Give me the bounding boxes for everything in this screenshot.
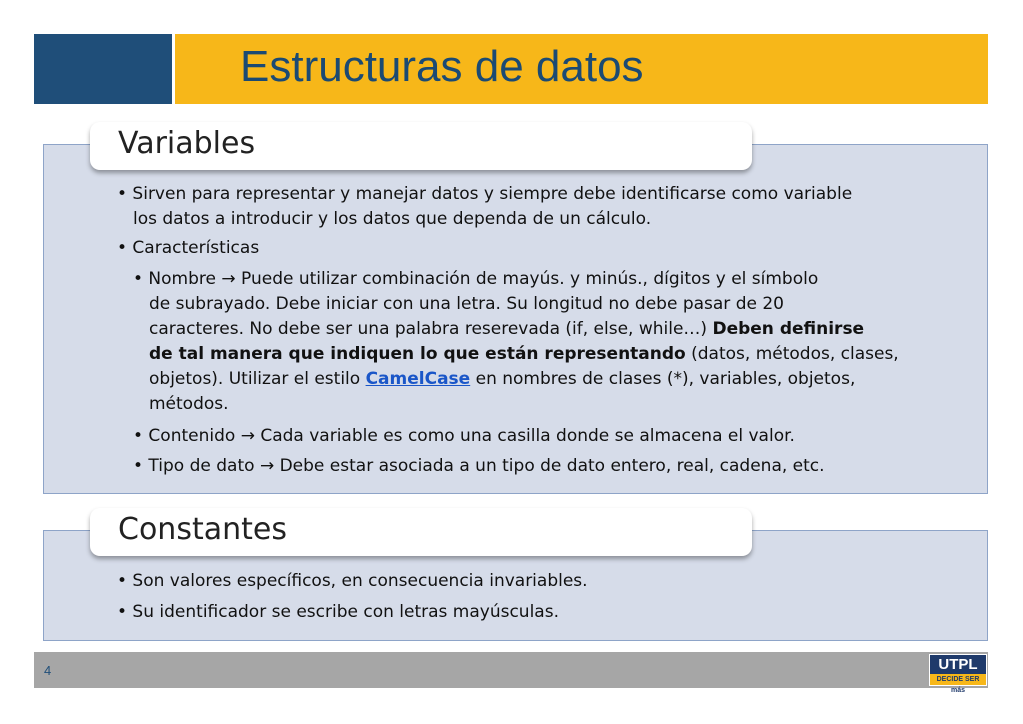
utpl-logo xyxy=(929,654,987,694)
nombre-line-4-bold: de tal manera que indiquen lo que están representando xyxy=(149,344,686,364)
constantes-item-2: • Su identificador se escribe con letras mayúsculas. xyxy=(117,602,559,622)
page-number: 4 xyxy=(44,663,52,678)
contenido-item: • Contenido → Cada variable es como una casilla donde se almacena el valor. xyxy=(133,426,795,446)
footer-bar xyxy=(34,652,988,688)
tipo-dato-item: • Tipo de dato → Debe estar asociada a un tipo de dato entero, real, cadena, etc. xyxy=(133,456,825,476)
camelcase-link[interactable]: CamelCase xyxy=(365,369,471,389)
nombre-line-5-pre: objetos). Utilizar el estilo xyxy=(149,369,366,389)
constantes-tab xyxy=(90,508,752,556)
nombre-line-5 xyxy=(149,367,855,392)
nombre-line-4 xyxy=(149,342,899,367)
nombre-line-4-text: (datos, métodos, clases, xyxy=(685,344,899,364)
logo-text: UTPL xyxy=(938,656,978,673)
nombre-line-5-post: en nombres de clases (*), variables, objetos, xyxy=(470,369,856,389)
constantes-item-1: • Son valores específicos, en consecuencia invariables. xyxy=(117,571,588,591)
page-title: Estructuras de datos xyxy=(240,42,644,91)
variables-tab xyxy=(90,122,752,170)
nombre-line-2: de subrayado. Debe iniciar con una letra. Su longitud no debe pasar de 20 xyxy=(149,294,784,314)
caracteristicas-label: • Características xyxy=(117,238,260,258)
constantes-heading: Constantes xyxy=(118,512,287,547)
definition-line-1: • Sirven para representar y manejar datos y siempre debe identificarse como variable xyxy=(117,184,853,204)
nombre-line-3-text: caracteres. No debe ser una palabra reserevada (if, else, while…) xyxy=(149,319,713,339)
header-accent-square xyxy=(34,34,172,104)
variables-heading: Variables xyxy=(118,126,256,161)
nombre-line-1: • Nombre → Puede utilizar combinación de mayús. y minús., dígitos y el símbolo xyxy=(133,269,819,289)
nombre-line-3 xyxy=(149,317,864,342)
definition-line-2: los datos a introducir y los datos que dependa de un cálculo. xyxy=(133,209,652,229)
logo-tagline: DECIDE SER más xyxy=(930,674,986,685)
nombre-line-6: métodos. xyxy=(149,394,229,414)
nombre-line-3-bold: Deben definirse xyxy=(712,319,865,339)
